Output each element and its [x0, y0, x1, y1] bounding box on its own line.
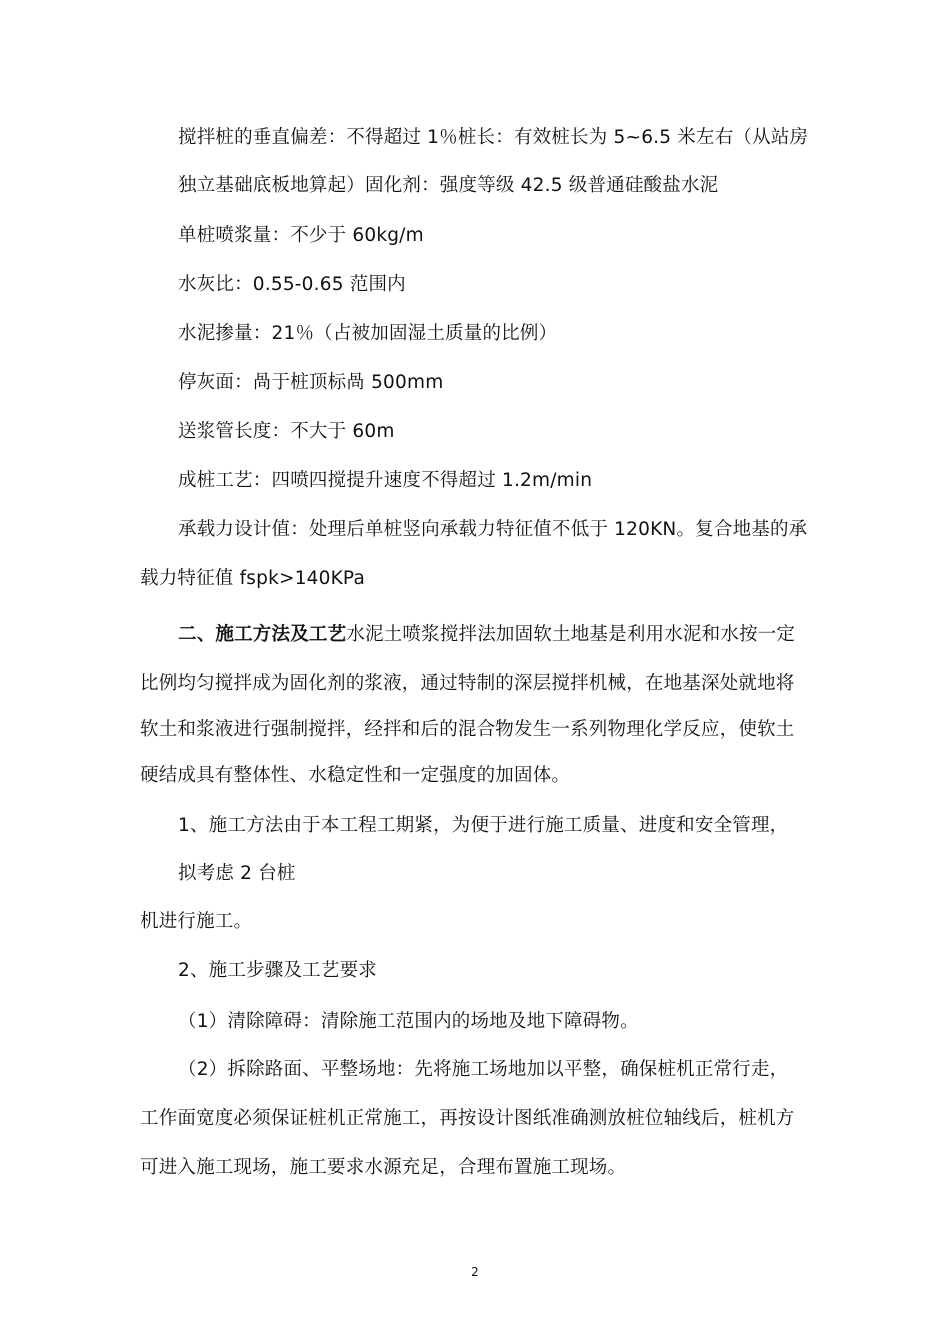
text-line: 可进入施工现场，施工要求水源充足，合理布置施工现场。 [140, 1157, 627, 1178]
text-line: 1、施工方法由于本工程工期紧，为便于进行施工质量、进度和安全管理， [178, 815, 789, 836]
text-line: 搅拌桩的垂直偏差：不得超过 1％桩长：有效桩长为 5~6.5 米左右（从站房 [178, 127, 809, 148]
text-line: 单桩喷浆量：不少于 60kg/m [178, 225, 424, 246]
page-number: 2 [471, 1265, 479, 1279]
text-line: 软土和浆液进行强制搅拌，经拌和后的混合物发生一系列物理化学反应，使软土 [140, 719, 795, 740]
text-line: 送浆管长度：不大于 60m [178, 421, 395, 442]
section-heading-line [178, 623, 795, 647]
text-line: 工作面宽度必须保证桩机正常施工，再按设计图纸准确测放桩位轴线后，桩机方 [140, 1108, 795, 1129]
text-line: 独立基础底板地算起）固化剂：强度等级 42.5 级普通硅酸盐水泥 [178, 175, 719, 196]
section-text: 水泥土喷浆搅拌法加固软土地基是利用水泥和水按一定 [346, 624, 796, 645]
text-line: （2）拆除路面、平整场地：先将施工场地加以平整，确保桩机正常行走， [178, 1059, 789, 1080]
text-line: 比例均匀搅拌成为固化剂的浆液，通过特制的深层搅拌机械，在地基深处就地将 [140, 673, 795, 694]
text-line: 硬结成具有整体性、水稳定性和一定强度的加固体。 [140, 765, 571, 786]
text-line: 水灰比：0.55-0.65 范围内 [178, 274, 406, 295]
text-line: 水泥掺量：21％（占被加固湿土质量的比例） [178, 323, 558, 344]
text-line: 机进行施工。 [140, 911, 253, 932]
text-line: 2、施工步骤及工艺要求 [178, 960, 377, 981]
text-line: （1）清除障碍：清除施工范围内的场地及地下障碍物。 [178, 1011, 639, 1032]
text-line: 载力特征值 fspk>140KPa [140, 568, 365, 589]
section-heading: 二、施工方法及工艺 [178, 624, 347, 645]
text-line: 成桩工艺：四喷四搅提升速度不得超过 1.2m/min [178, 470, 593, 491]
text-line: 拟考虑 2 台桩 [178, 863, 296, 884]
text-line: 停灰面：咼于桩顶标咼 500mm [178, 372, 444, 393]
text-line: 承载力设计值：处理后单桩竖向承载力特征值不低于 120KN。复合地基的承 [178, 519, 808, 540]
